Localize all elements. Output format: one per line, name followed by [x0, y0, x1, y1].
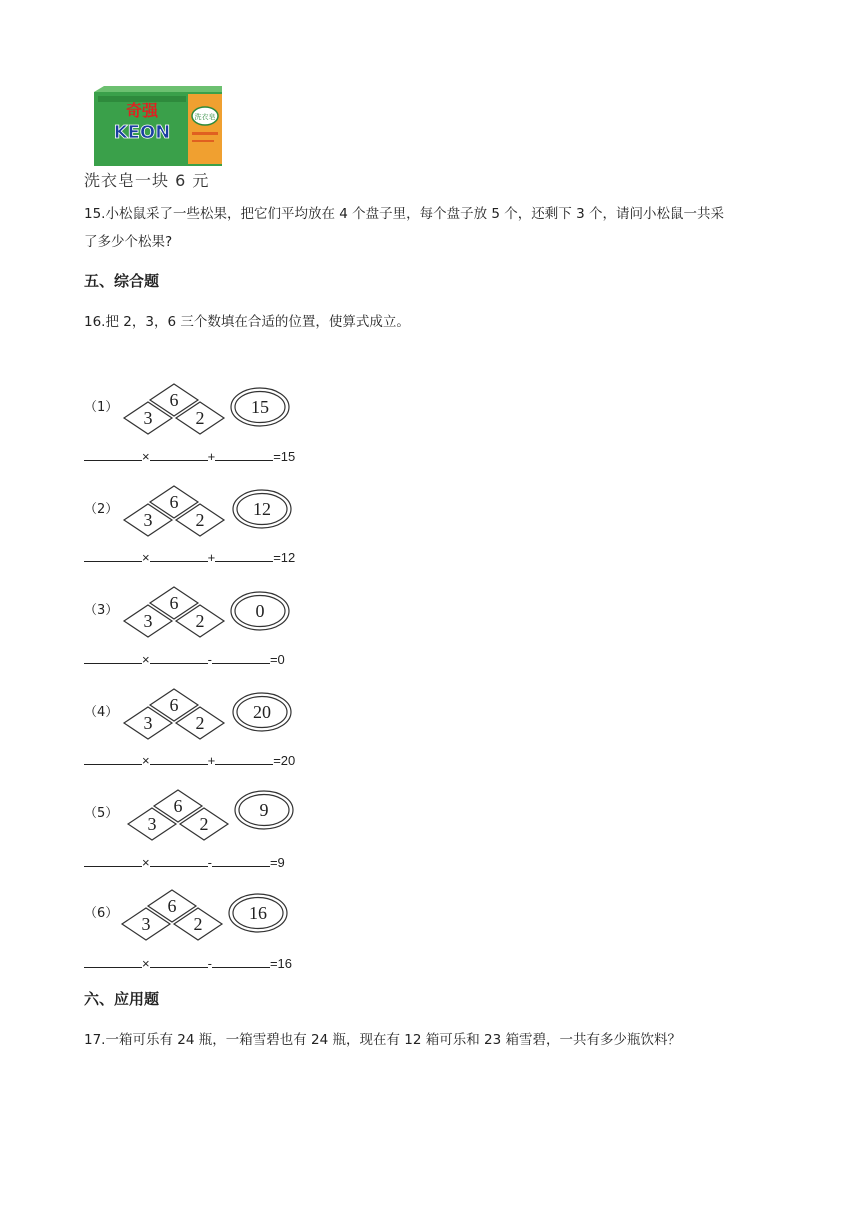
result-number: 20: [253, 702, 271, 722]
equation-result: =12: [273, 550, 296, 565]
operator-2: +: [207, 449, 216, 464]
equation-1: [84, 448, 295, 464]
diamond-right-number: 2: [199, 814, 209, 834]
answer-blank[interactable]: [84, 549, 142, 562]
operator-2: -: [207, 956, 212, 971]
diamond-left-number: 3: [143, 713, 153, 733]
puzzle-label: （6）: [84, 906, 119, 921]
puzzle-label: （4）: [84, 705, 119, 720]
operator-2: -: [207, 652, 212, 667]
soap-brand-top: 奇强: [125, 101, 159, 120]
diamond-left-number: 3: [143, 510, 153, 530]
diamond-top-number: 6: [169, 390, 179, 410]
equation-5: [84, 854, 285, 870]
answer-blank[interactable]: [84, 854, 142, 867]
diamond-top-number: 6: [169, 492, 179, 512]
diamond-top-number: 6: [173, 796, 183, 816]
equation-result: =9: [269, 855, 285, 870]
equation-3: [84, 651, 285, 667]
operator-1: ×: [142, 753, 150, 768]
result-number: 12: [253, 499, 271, 519]
diamond-top-number: 6: [169, 593, 179, 613]
result-number: 16: [249, 903, 267, 923]
diamond-right-number: 2: [195, 611, 205, 631]
answer-blank[interactable]: [84, 448, 142, 461]
result-number: 15: [251, 397, 269, 417]
operator-2: -: [207, 855, 212, 870]
answer-blank[interactable]: [84, 752, 142, 765]
question-17-text: 17.一箱可乐有 24 瓶，一箱雪碧也有 24 瓶，现在有 12 箱可乐和 23 箱雪碧，一共有多少瓶饮料？: [84, 1032, 682, 1048]
operator-1: ×: [142, 652, 150, 667]
answer-blank[interactable]: [212, 955, 270, 968]
diamond-left-number: 3: [143, 408, 153, 428]
puzzle-label: （2）: [84, 502, 119, 517]
puzzle-figure-6: [84, 886, 304, 948]
soap-image: [94, 86, 222, 166]
answer-blank[interactable]: [215, 752, 273, 765]
answer-blank[interactable]: [150, 752, 208, 765]
diamond-left-number: 3: [143, 611, 153, 631]
operator-2: +: [207, 550, 216, 565]
equation-2: [84, 549, 295, 565]
diamond-right-number: 2: [195, 510, 205, 530]
operator-1: ×: [142, 449, 150, 464]
result-number: 0: [255, 601, 265, 621]
equation-result: =0: [269, 652, 285, 667]
puzzle-figure-3: [84, 583, 304, 645]
answer-blank[interactable]: [150, 651, 208, 664]
puzzle-label: （3）: [84, 603, 119, 618]
equation-result: =16: [269, 956, 292, 971]
equation-6: [84, 955, 292, 971]
puzzle-figure-4: [84, 685, 304, 747]
puzzle-figure-1: [84, 380, 304, 442]
operator-2: +: [207, 753, 216, 768]
answer-blank[interactable]: [212, 854, 270, 867]
puzzle-figure-2: [84, 482, 304, 544]
result-number: 9: [259, 800, 269, 820]
answer-blank[interactable]: [150, 549, 208, 562]
question-16-text: 16.把 2，3，6 三个数填在合适的位置，使算式成立。: [84, 314, 410, 330]
answer-blank[interactable]: [150, 955, 208, 968]
diamond-left-number: 3: [147, 814, 157, 834]
equation-result: =15: [273, 449, 296, 464]
diamond-right-number: 2: [195, 713, 205, 733]
answer-blank[interactable]: [150, 854, 208, 867]
equation-result: =20: [273, 753, 296, 768]
soap-brand-main: KEON: [113, 122, 171, 143]
equation-4: [84, 752, 295, 768]
answer-blank[interactable]: [215, 448, 273, 461]
diamond-right-number: 2: [193, 914, 203, 934]
operator-1: ×: [142, 956, 150, 971]
puzzle-figure-5: [84, 786, 304, 848]
section-6-title: 六、应用题: [84, 990, 160, 1008]
answer-blank[interactable]: [150, 448, 208, 461]
diamond-left-number: 3: [141, 914, 151, 934]
soap-caption: 洗衣皂一块 6 元: [84, 171, 210, 190]
puzzle-label: （5）: [84, 806, 119, 821]
diamond-right-number: 2: [195, 408, 205, 428]
question-15-line1: 15.小松鼠采了一些松果，把它们平均放在 4 个盘子里，每个盘子放 5 个，还剩下 3 个，请问小松鼠一共采: [84, 206, 724, 222]
answer-blank[interactable]: [84, 955, 142, 968]
diamond-top-number: 6: [167, 896, 177, 916]
answer-blank[interactable]: [215, 549, 273, 562]
answer-blank[interactable]: [84, 651, 142, 664]
section-5-title: 五、综合题: [84, 272, 160, 290]
puzzle-label: （1）: [84, 400, 119, 415]
question-15-line2: 了多少个松果?: [84, 234, 173, 250]
answer-blank[interactable]: [212, 651, 270, 664]
diamond-top-number: 6: [169, 695, 179, 715]
soap-badge: 洗衣皂: [194, 113, 216, 121]
operator-1: ×: [142, 550, 150, 565]
operator-1: ×: [142, 855, 150, 870]
